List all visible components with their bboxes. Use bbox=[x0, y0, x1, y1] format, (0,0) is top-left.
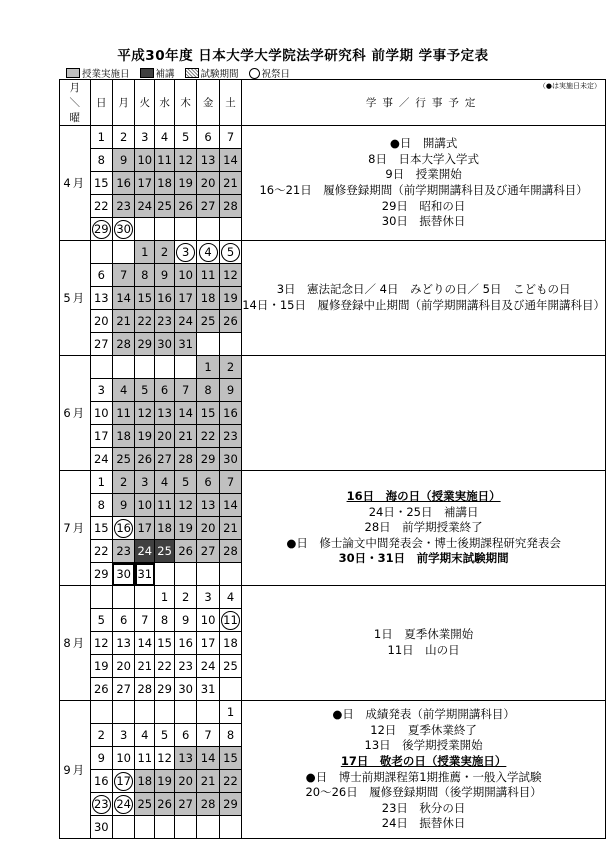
event-item: 16～21日 履修登録期間（前学期開講科目及び通年開講科目） bbox=[259, 183, 588, 197]
page-title: 平成30年度 日本大学大学院法学研究科 前学期 学事予定表 bbox=[117, 48, 489, 64]
day-cell: 7 bbox=[219, 126, 241, 149]
holiday-circle: 11 bbox=[221, 611, 240, 630]
day-cell: 20 bbox=[174, 770, 196, 793]
event-item: 28日 前学期授業終了 bbox=[364, 520, 483, 535]
empty-day-cell bbox=[90, 356, 112, 379]
day-cell: 1 bbox=[219, 701, 241, 724]
events-title: 学事／行事予定 bbox=[365, 97, 482, 109]
day-cell: 11 bbox=[197, 264, 219, 287]
empty-day-cell bbox=[112, 586, 134, 609]
legend-class-days-label: 授業実施日 bbox=[82, 69, 130, 80]
day-cell: 14 bbox=[174, 402, 196, 425]
day-cell: 3 bbox=[197, 586, 219, 609]
legend-holiday bbox=[249, 66, 291, 80]
day-cell: 5 bbox=[90, 609, 112, 632]
events-cell-apr bbox=[242, 126, 606, 241]
day-cell: 18 bbox=[219, 632, 241, 655]
empty-day-cell bbox=[174, 701, 196, 724]
day-cell: 6 bbox=[90, 264, 112, 287]
day-cell: 6 bbox=[197, 126, 219, 149]
event-item: ●日 博士前期課程第1期推薦・一般入学試験 bbox=[305, 769, 542, 784]
day-cell: 9 bbox=[174, 609, 196, 632]
day-cell: 18 bbox=[155, 172, 175, 195]
day-cell: 13 bbox=[112, 632, 134, 655]
month-weekday-header bbox=[60, 80, 91, 126]
day-cell: 4 bbox=[219, 586, 241, 609]
empty-day-cell bbox=[135, 701, 155, 724]
day-cell: 17 bbox=[90, 425, 112, 448]
day-cell: 6 bbox=[112, 609, 134, 632]
day-cell: 29 bbox=[197, 448, 219, 471]
event-item: 12日 夏季休業終了 bbox=[370, 722, 477, 737]
week-row bbox=[60, 471, 606, 494]
day-cell: 12 bbox=[219, 264, 241, 287]
week-row bbox=[60, 241, 606, 264]
legend-hatch-swatch bbox=[185, 68, 199, 78]
legend-makeup-label: 補講 bbox=[155, 69, 175, 80]
day-cell: 7 bbox=[174, 379, 196, 402]
day-cell: 10 bbox=[135, 494, 155, 517]
day-cell: 12 bbox=[174, 149, 196, 172]
day-cell: 20 bbox=[155, 425, 175, 448]
day-cell: 10 bbox=[135, 149, 155, 172]
empty-day-cell bbox=[155, 563, 175, 586]
legend-dark-swatch bbox=[140, 68, 154, 78]
day-cell: 25 bbox=[155, 195, 175, 218]
holiday-circle: 23 bbox=[92, 795, 111, 814]
day-cell: 22 bbox=[197, 425, 219, 448]
day-cell: 2 bbox=[90, 724, 112, 747]
day-cell: 31 bbox=[174, 333, 196, 356]
day-cell: 15 bbox=[135, 287, 155, 310]
day-cell: 21 bbox=[219, 517, 241, 540]
event-item: 17日 敬老の日（授業実施日） bbox=[340, 753, 507, 768]
day-cell: 9 bbox=[112, 494, 134, 517]
empty-day-cell bbox=[155, 218, 175, 241]
holiday-circle: 5 bbox=[221, 243, 240, 262]
day-cell: 4 bbox=[155, 126, 175, 149]
week-row bbox=[60, 586, 606, 609]
event-item: 1日 夏季休業開始 bbox=[373, 627, 474, 642]
event-item: ●日 成績発表（前学期開講科目） bbox=[332, 707, 515, 722]
day-cell: 27 bbox=[155, 448, 175, 471]
day-cell: 8 bbox=[90, 494, 112, 517]
empty-day-cell bbox=[197, 218, 219, 241]
day-cell: 30 bbox=[155, 333, 175, 356]
day-cell: 24 bbox=[197, 655, 219, 678]
day-cell: 14 bbox=[219, 494, 241, 517]
empty-day-cell bbox=[135, 218, 155, 241]
day-cell: 29 bbox=[90, 563, 112, 586]
empty-day-cell bbox=[174, 218, 196, 241]
event-item: 9日 授業開始 bbox=[385, 167, 462, 182]
holiday-circle: 4 bbox=[199, 243, 218, 262]
day-cell: 6 bbox=[174, 724, 196, 747]
day-cell: 17 bbox=[135, 517, 155, 540]
day-cell: 21 bbox=[112, 310, 134, 333]
empty-day-cell bbox=[90, 586, 112, 609]
day-cell: 2 bbox=[155, 241, 175, 264]
empty-day-cell bbox=[112, 701, 134, 724]
events-header bbox=[242, 80, 606, 126]
day-cell: 25 bbox=[155, 540, 175, 563]
month-label-may: 5月 bbox=[60, 241, 91, 356]
event-item: 30日・31日 前学期末試験期間 bbox=[338, 551, 509, 566]
day-cell: 16 bbox=[155, 287, 175, 310]
events-cell-sep bbox=[242, 701, 606, 839]
day-cell: 2 bbox=[174, 586, 196, 609]
day-cell: 9 bbox=[155, 264, 175, 287]
day-cell: 1 bbox=[135, 241, 155, 264]
day-cell: 6 bbox=[155, 379, 175, 402]
day-cell: 27 bbox=[197, 195, 219, 218]
weekday-thu: 木 bbox=[174, 80, 196, 126]
day-cell: 16 bbox=[219, 402, 241, 425]
day-cell: 30 bbox=[90, 816, 112, 839]
weekday-sat: 土 bbox=[219, 80, 241, 126]
day-cell: 9 bbox=[219, 379, 241, 402]
holiday-circle: 24 bbox=[114, 795, 133, 814]
day-cell: 31 bbox=[135, 563, 155, 586]
day-cell: 13 bbox=[174, 747, 196, 770]
day-cell: 7 bbox=[112, 264, 134, 287]
day-cell: 15 bbox=[219, 747, 241, 770]
empty-day-cell bbox=[174, 563, 196, 586]
event-item: 29日 昭和の日 bbox=[381, 198, 466, 213]
day-cell bbox=[197, 241, 219, 264]
event-item: 8日 日本大学入学式 bbox=[368, 151, 479, 166]
week-row bbox=[60, 356, 606, 379]
day-cell: 26 bbox=[135, 448, 155, 471]
weekday-sun: 日 bbox=[90, 80, 112, 126]
day-cell: 21 bbox=[219, 172, 241, 195]
holiday-circle: 3 bbox=[176, 243, 195, 262]
day-cell: 14 bbox=[197, 747, 219, 770]
day-cell: 31 bbox=[197, 678, 219, 701]
day-cell: 15 bbox=[197, 402, 219, 425]
empty-day-cell bbox=[135, 816, 155, 839]
day-cell: 30 bbox=[219, 448, 241, 471]
day-cell: 22 bbox=[90, 540, 112, 563]
day-cell: 16 bbox=[90, 770, 112, 793]
day-cell: 19 bbox=[174, 517, 196, 540]
day-cell: 30 bbox=[174, 678, 196, 701]
day-cell: 29 bbox=[155, 678, 175, 701]
day-cell: 25 bbox=[197, 310, 219, 333]
day-cell: 23 bbox=[112, 195, 134, 218]
day-cell: 23 bbox=[112, 540, 134, 563]
weekday-mon: 月 bbox=[112, 80, 134, 126]
day-cell: 10 bbox=[90, 402, 112, 425]
day-cell bbox=[112, 770, 134, 793]
day-cell: 20 bbox=[90, 310, 112, 333]
day-cell: 19 bbox=[155, 770, 175, 793]
empty-day-cell bbox=[112, 356, 134, 379]
empty-day-cell bbox=[219, 678, 241, 701]
month-weekday-label: 月 ＼ 曜 bbox=[69, 82, 81, 124]
day-cell: 27 bbox=[112, 678, 134, 701]
day-cell: 5 bbox=[174, 471, 196, 494]
day-cell: 6 bbox=[197, 471, 219, 494]
day-cell: 3 bbox=[135, 126, 155, 149]
event-item: 24日 振替休日 bbox=[381, 816, 466, 831]
empty-day-cell bbox=[197, 816, 219, 839]
empty-day-cell bbox=[155, 356, 175, 379]
day-cell bbox=[112, 793, 134, 816]
day-cell: 12 bbox=[90, 632, 112, 655]
month-label-sep: 9月 bbox=[60, 701, 91, 839]
day-cell: 28 bbox=[135, 678, 155, 701]
day-cell: 18 bbox=[155, 517, 175, 540]
day-cell: 13 bbox=[155, 402, 175, 425]
day-cell: 10 bbox=[112, 747, 134, 770]
day-cell: 24 bbox=[90, 448, 112, 471]
legend-makeup bbox=[140, 66, 175, 80]
month-label-apr: 4月 bbox=[60, 126, 91, 241]
day-cell: 11 bbox=[112, 402, 134, 425]
event-item: 23日 秋分の日 bbox=[381, 800, 466, 815]
weekday-tue: 火 bbox=[135, 80, 155, 126]
day-cell: 13 bbox=[90, 287, 112, 310]
empty-day-cell bbox=[174, 356, 196, 379]
empty-day-cell bbox=[112, 241, 134, 264]
day-cell bbox=[219, 241, 241, 264]
day-cell: 21 bbox=[197, 770, 219, 793]
day-cell bbox=[90, 793, 112, 816]
legend-gray-swatch bbox=[66, 68, 80, 78]
day-cell: 4 bbox=[155, 471, 175, 494]
day-cell: 5 bbox=[135, 379, 155, 402]
empty-day-cell bbox=[197, 333, 219, 356]
holiday-circle: 30 bbox=[114, 220, 133, 239]
day-cell: 1 bbox=[197, 356, 219, 379]
day-cell: 23 bbox=[174, 655, 196, 678]
day-cell: 3 bbox=[112, 724, 134, 747]
day-cell: 28 bbox=[174, 448, 196, 471]
day-cell: 9 bbox=[90, 747, 112, 770]
event-item: 16日 海の日（授業実施日） bbox=[346, 489, 501, 504]
day-cell: 22 bbox=[135, 310, 155, 333]
day-cell: 19 bbox=[174, 172, 196, 195]
day-cell: 23 bbox=[219, 425, 241, 448]
day-cell: 1 bbox=[90, 126, 112, 149]
day-cell: 17 bbox=[135, 172, 155, 195]
day-cell: 19 bbox=[135, 425, 155, 448]
events-cell-jul bbox=[242, 471, 606, 586]
day-cell: 5 bbox=[174, 126, 196, 149]
day-cell: 8 bbox=[219, 724, 241, 747]
day-cell: 1 bbox=[90, 471, 112, 494]
day-cell bbox=[90, 218, 112, 241]
day-cell: 25 bbox=[219, 655, 241, 678]
day-cell: 22 bbox=[155, 655, 175, 678]
day-cell: 14 bbox=[219, 149, 241, 172]
day-cell: 3 bbox=[90, 379, 112, 402]
day-cell: 4 bbox=[112, 379, 134, 402]
legend-class-days bbox=[66, 66, 130, 80]
day-cell: 2 bbox=[112, 126, 134, 149]
day-cell: 20 bbox=[197, 517, 219, 540]
day-cell: 8 bbox=[90, 149, 112, 172]
day-cell: 8 bbox=[155, 609, 175, 632]
day-cell: 22 bbox=[90, 195, 112, 218]
day-cell: 13 bbox=[197, 149, 219, 172]
event-item: 30日 振替休日 bbox=[381, 214, 466, 229]
day-cell: 17 bbox=[197, 632, 219, 655]
day-cell: 16 bbox=[174, 632, 196, 655]
event-item: ●日 開講式 bbox=[389, 136, 458, 151]
empty-day-cell bbox=[219, 563, 241, 586]
day-cell: 24 bbox=[135, 195, 155, 218]
empty-day-cell bbox=[90, 701, 112, 724]
day-cell: 26 bbox=[174, 195, 196, 218]
day-cell: 25 bbox=[135, 793, 155, 816]
empty-day-cell bbox=[90, 241, 112, 264]
day-cell: 9 bbox=[112, 149, 134, 172]
day-cell bbox=[112, 218, 134, 241]
day-cell: 12 bbox=[135, 402, 155, 425]
holiday-circle: 29 bbox=[92, 220, 111, 239]
event-item: 20～26日 履修登録期間（後学期開講科目） bbox=[305, 785, 542, 800]
empty-day-cell bbox=[155, 701, 175, 724]
events-cell-aug bbox=[242, 586, 606, 701]
day-cell: 28 bbox=[219, 195, 241, 218]
empty-day-cell bbox=[219, 816, 241, 839]
holiday-circle: 17 bbox=[114, 772, 133, 791]
empty-day-cell bbox=[135, 586, 155, 609]
day-cell bbox=[112, 517, 134, 540]
day-cell: 2 bbox=[219, 356, 241, 379]
month-label-jul: 7月 bbox=[60, 471, 91, 586]
day-cell: 17 bbox=[174, 287, 196, 310]
weekday-wed: 水 bbox=[155, 80, 175, 126]
empty-day-cell bbox=[155, 816, 175, 839]
events-note: （●は実施日未定） bbox=[538, 82, 601, 90]
day-cell: 18 bbox=[135, 770, 155, 793]
day-cell: 23 bbox=[155, 310, 175, 333]
week-row bbox=[60, 126, 606, 149]
day-cell: 15 bbox=[155, 632, 175, 655]
day-cell: 29 bbox=[219, 793, 241, 816]
legend-circle-icon bbox=[249, 68, 260, 79]
day-cell: 18 bbox=[112, 425, 134, 448]
day-cell: 26 bbox=[174, 540, 196, 563]
day-cell: 24 bbox=[135, 540, 155, 563]
event-item: ●日 修士論文中間発表会・博士後期課程研究発表会 bbox=[286, 535, 561, 550]
day-cell: 25 bbox=[112, 448, 134, 471]
day-cell: 11 bbox=[135, 747, 155, 770]
legend-exam bbox=[185, 66, 239, 80]
day-cell: 15 bbox=[90, 172, 112, 195]
day-cell: 20 bbox=[112, 655, 134, 678]
day-cell: 10 bbox=[197, 609, 219, 632]
day-cell: 21 bbox=[174, 425, 196, 448]
empty-day-cell bbox=[197, 563, 219, 586]
day-cell: 12 bbox=[174, 494, 196, 517]
day-cell: 27 bbox=[197, 540, 219, 563]
event-item: 13日 後学期授業開始 bbox=[364, 738, 483, 753]
events-cell-may bbox=[242, 241, 606, 356]
event-item: 11日 山の日 bbox=[387, 643, 460, 657]
day-cell: 14 bbox=[112, 287, 134, 310]
day-cell: 21 bbox=[135, 655, 155, 678]
calendar-body bbox=[60, 126, 606, 839]
day-cell: 28 bbox=[112, 333, 134, 356]
day-cell: 19 bbox=[219, 287, 241, 310]
month-label-aug: 8月 bbox=[60, 586, 91, 701]
day-cell: 14 bbox=[135, 632, 155, 655]
day-cell: 11 bbox=[155, 149, 175, 172]
empty-day-cell bbox=[197, 701, 219, 724]
events-cell-jun bbox=[242, 356, 606, 471]
day-cell: 24 bbox=[174, 310, 196, 333]
week-row bbox=[60, 701, 606, 724]
day-cell: 26 bbox=[155, 793, 175, 816]
empty-day-cell bbox=[174, 816, 196, 839]
empty-day-cell bbox=[135, 356, 155, 379]
empty-day-cell bbox=[219, 333, 241, 356]
day-cell: 19 bbox=[90, 655, 112, 678]
day-cell: 30 bbox=[112, 563, 134, 586]
legend bbox=[66, 66, 296, 80]
day-cell bbox=[219, 609, 241, 632]
day-cell: 4 bbox=[135, 724, 155, 747]
day-cell: 2 bbox=[112, 471, 134, 494]
day-cell: 28 bbox=[219, 540, 241, 563]
event-item: 14日・15日 履修登録中止期間（前学期開講科目及び通年開講科目） bbox=[242, 298, 605, 312]
event-item: 24日・25日 補講日 bbox=[368, 504, 479, 519]
calendar-table bbox=[59, 79, 606, 839]
day-cell: 18 bbox=[197, 287, 219, 310]
day-cell: 27 bbox=[90, 333, 112, 356]
empty-day-cell bbox=[112, 816, 134, 839]
day-cell bbox=[174, 241, 196, 264]
weekday-fri: 金 bbox=[197, 80, 219, 126]
legend-exam-label: 試験期間 bbox=[200, 69, 239, 80]
event-item: 3日 憲法記念日／ 4日 みどりの日／ 5日 こどもの日 bbox=[276, 282, 571, 297]
holiday-circle: 16 bbox=[114, 519, 133, 538]
legend-holiday-label: 祝祭日 bbox=[261, 69, 291, 80]
header-row bbox=[60, 80, 606, 126]
day-cell: 26 bbox=[219, 310, 241, 333]
day-cell: 27 bbox=[174, 793, 196, 816]
day-cell: 1 bbox=[155, 586, 175, 609]
day-cell: 11 bbox=[155, 494, 175, 517]
empty-day-cell bbox=[219, 218, 241, 241]
day-cell: 7 bbox=[197, 724, 219, 747]
day-cell: 15 bbox=[90, 517, 112, 540]
day-cell: 3 bbox=[135, 471, 155, 494]
day-cell: 10 bbox=[174, 264, 196, 287]
day-cell: 5 bbox=[155, 724, 175, 747]
day-cell: 16 bbox=[112, 172, 134, 195]
day-cell: 13 bbox=[197, 494, 219, 517]
day-cell: 28 bbox=[197, 793, 219, 816]
day-cell: 7 bbox=[219, 471, 241, 494]
day-cell: 8 bbox=[197, 379, 219, 402]
day-cell: 26 bbox=[90, 678, 112, 701]
day-cell: 29 bbox=[135, 333, 155, 356]
day-cell: 8 bbox=[135, 264, 155, 287]
day-cell: 7 bbox=[135, 609, 155, 632]
day-cell: 12 bbox=[155, 747, 175, 770]
day-cell: 22 bbox=[219, 770, 241, 793]
day-cell: 20 bbox=[197, 172, 219, 195]
month-label-jun: 6月 bbox=[60, 356, 91, 471]
